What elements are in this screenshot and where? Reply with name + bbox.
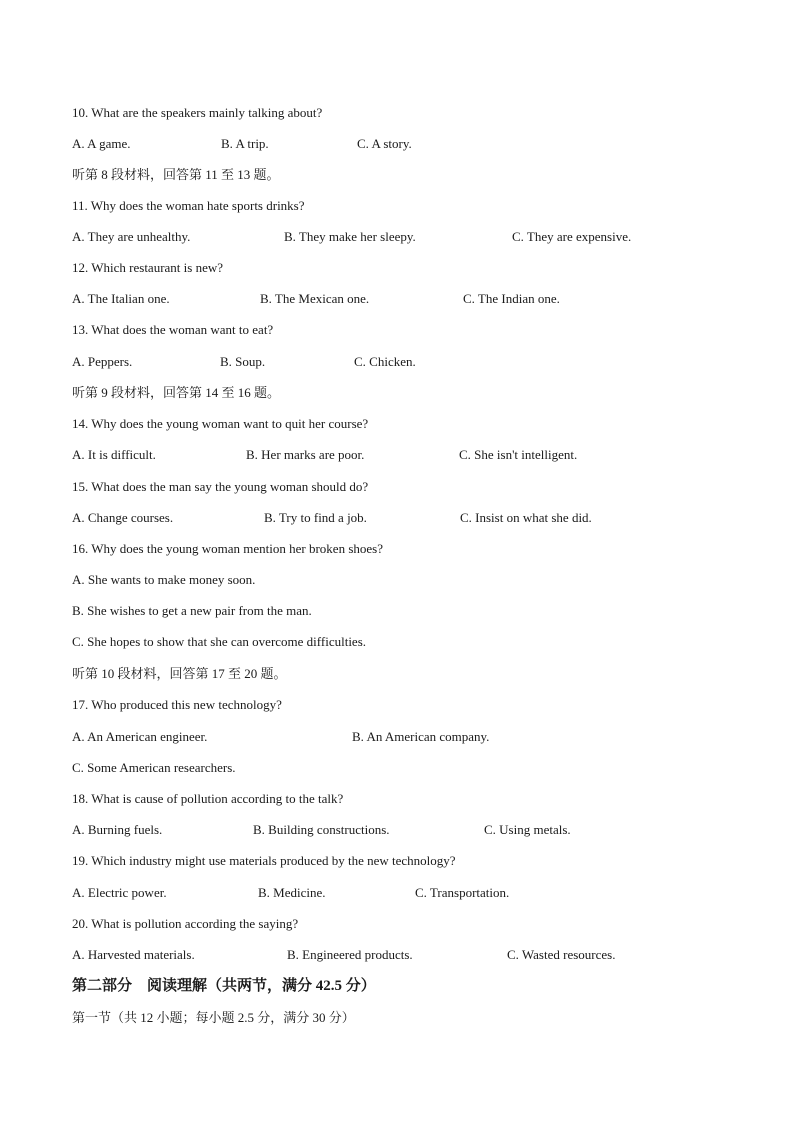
option-c: C. Chicken. (354, 354, 416, 369)
option-c: C. A story. (357, 136, 412, 151)
question-17: 17. Who produced this new technology? (72, 697, 282, 712)
option-a: A. It is difficult. (72, 447, 156, 462)
question-18-options (72, 820, 722, 840)
question-15: 15. What does the man say the young woman should do? (72, 479, 369, 494)
option-c: C. The Indian one. (463, 291, 560, 306)
question-17-options (72, 727, 722, 747)
question-13: 13. What does the woman want to eat? (72, 322, 274, 337)
question-19: 19. Which industry might use materials produced by the new technology? (72, 853, 456, 868)
question-10-options (72, 134, 722, 154)
option-a: A. Harvested materials. (72, 947, 195, 962)
option-a: A. Electric power. (72, 885, 167, 900)
option-a: A. A game. (72, 136, 131, 151)
question-12-options (72, 289, 722, 309)
option-c: C. Some American researchers. (72, 760, 236, 775)
option-b: B. An American company. (352, 729, 490, 744)
option-c: C. She hopes to show that she can overcome difficulties. (72, 634, 367, 649)
option-a: A. She wants to make money soon. (72, 572, 256, 587)
option-b: B. Her marks are poor. (246, 447, 365, 462)
question-11: 11. Why does the woman hate sports drinks? (72, 198, 305, 213)
question-12: 12. Which restaurant is new? (72, 260, 224, 275)
option-c: C. Insist on what she did. (460, 510, 592, 525)
question-14-options (72, 445, 722, 465)
option-a: A. An American engineer. (72, 729, 208, 744)
option-c: C. They are expensive. (512, 229, 632, 244)
question-14: 14. Why does the young woman want to quit her course? (72, 416, 369, 431)
option-b: B. Building constructions. (253, 822, 390, 837)
option-b: B. They make her sleepy. (284, 229, 416, 244)
question-20: 20. What is pollution according the saying? (72, 916, 299, 931)
option-b: B. Try to find a job. (264, 510, 367, 525)
option-b: B. Engineered products. (287, 947, 413, 962)
option-a: A. They are unhealthy. (72, 229, 191, 244)
option-c: C. Wasted resources. (507, 947, 616, 962)
part-2-heading: 第二部分 阅读理解（共两节，满分 42.5 分） (72, 978, 376, 994)
option-b: B. Soup. (220, 354, 266, 369)
question-16: 16. Why does the young woman mention her broken shoes? (72, 541, 383, 556)
option-a: A. The Italian one. (72, 291, 170, 306)
option-a: A. Burning fuels. (72, 822, 163, 837)
section-intro-9: 听第 9 段材料，回答第 14 至 16 题。 (72, 385, 281, 400)
option-c: C. She isn't intelligent. (459, 447, 578, 462)
option-b: B. Medicine. (258, 885, 326, 900)
question-18: 18. What is cause of pollution according to the talk? (72, 791, 344, 806)
option-b: B. A trip. (221, 136, 269, 151)
question-10: 10. What are the speakers mainly talking about? (72, 105, 323, 120)
question-19-options (72, 883, 722, 903)
part-2-section-1-heading: 第一节（共 12 小题；每小题 2.5 分，满分 30 分） (72, 1010, 355, 1025)
option-b: B. The Mexican one. (260, 291, 370, 306)
option-a: A. Peppers. (72, 354, 133, 369)
section-intro-8: 听第 8 段材料，回答第 11 至 13 题。 (72, 167, 280, 182)
question-13-options (72, 352, 722, 372)
option-a: A. Change courses. (72, 510, 174, 525)
section-intro-10: 听第 10 段材料，回答第 17 至 20 题。 (72, 666, 287, 681)
option-c: C. Using metals. (484, 822, 571, 837)
question-20-options (72, 945, 722, 965)
option-b: B. She wishes to get a new pair from the man. (72, 603, 312, 618)
option-c: C. Transportation. (415, 885, 510, 900)
question-15-options (72, 508, 722, 528)
question-11-options (72, 227, 722, 247)
